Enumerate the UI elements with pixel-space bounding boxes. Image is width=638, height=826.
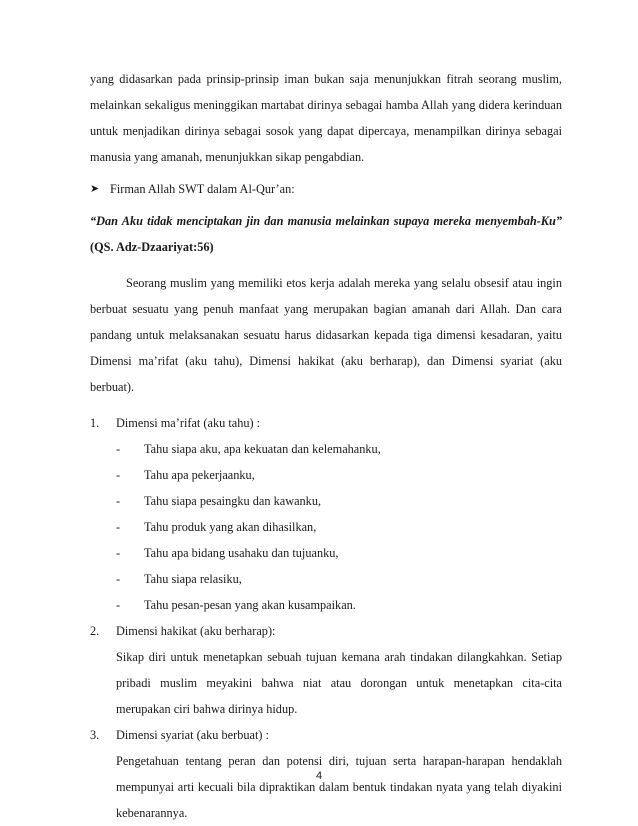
dash-bullet: - (116, 494, 121, 508)
sub-item (116, 540, 562, 566)
list-item (90, 722, 562, 748)
list-title: Dimensi syariat (aku berbuat) : (116, 728, 269, 742)
list-description: Sikap diri untuk menetapkan sebuah tujuan kemana arah tindakan dilangkahkan. Setiap pribadi muslim meyakini bahwa niat atau dorongan untuk menetapkan cita-cita merupakan ciri bahwa dirinya hidup. (116, 650, 562, 716)
quote-source: (QS. Adz-Dzaariyat:56) (90, 240, 214, 254)
sub-item-text: Tahu siapa relasiku, (144, 572, 242, 586)
sub-item (116, 566, 562, 592)
list-item (90, 410, 562, 436)
sub-item-text: Tahu apa bidang usahaku dan tujuanku, (144, 546, 339, 560)
list-title: Dimensi ma’rifat (aku tahu) : (116, 416, 261, 430)
sub-item-text: Tahu produk yang akan dihasilkan, (144, 520, 317, 534)
list-description: Pengetahuan tentang peran dan potensi diri, tujuan serta harapan-harapan hendaklah mempunyai arti kecuali bila dipraktikan dalam bentuk tindakan nyata yang telah diyakini kebenarannya. (116, 754, 562, 820)
sub-item-text: Tahu apa pekerjaanku, (144, 468, 255, 482)
sub-item (116, 462, 562, 488)
dimension-list (90, 410, 562, 826)
list-number: 2. (90, 624, 100, 638)
arrow-bullet-icon: ➤ (90, 183, 100, 195)
sub-item (116, 488, 562, 514)
dash-bullet: - (116, 598, 121, 612)
list-number: 3. (90, 728, 100, 742)
sub-item (116, 592, 562, 618)
quote-text: “Dan Aku tidak menciptakan jin dan manusia melainkan supaya mereka menyembah-Ku” (90, 214, 562, 228)
list-item (90, 618, 562, 644)
sub-item (116, 514, 562, 540)
sub-item (116, 436, 562, 462)
bullet-heading (90, 176, 562, 202)
dash-bullet: - (116, 520, 121, 534)
list-number: 1. (90, 416, 100, 430)
page-number: 4 (315, 770, 323, 782)
sub-item-text: Tahu siapa pesaingku dan kawanku, (144, 494, 322, 508)
quran-quote (90, 208, 562, 260)
page-content (90, 66, 562, 826)
list-title: Dimensi hakikat (aku berharap): (116, 624, 276, 638)
bullet-heading-text: Firman Allah SWT dalam Al-Qur’an: (110, 182, 295, 196)
dash-bullet: - (116, 442, 121, 456)
sub-item-text: Tahu pesan-pesan yang akan kusampaikan. (144, 598, 356, 612)
sub-item-text: Tahu siapa aku, apa kekuatan dan kelemahanku, (144, 442, 381, 456)
dash-bullet: - (116, 572, 121, 586)
dash-bullet: - (116, 546, 121, 560)
dash-bullet: - (116, 468, 121, 482)
paragraph-intro: yang didasarkan pada prinsip-prinsip iman bukan saja menunjukkan fitrah seorang muslim, melainkan sekaligus meninggikan martabat dirinya sebagai hamba Allah yang didera kerinduan untuk menjadikan dirinya sebagai sosok yang dapat dipercaya, menampilkan dirinya sebagai manusia yang amanah, menunjukkan sikap pengabdian. (90, 72, 562, 164)
paragraph-etos-kerja: Seorang muslim yang memiliki etos kerja adalah mereka yang selalu obsesif atau ingin berbuat sesuatu yang penuh manfaat yang merupakan bagian amanah dari Allah. Dan cara pandang untuk melaksanakan sesuatu harus didasarkan kepada tiga dimensi kesadaran, yaitu Dimensi ma’rifat (aku tahu), Dimensi hakikat (aku berharap), dan Dimensi syariat (aku berbuat). (90, 276, 562, 394)
